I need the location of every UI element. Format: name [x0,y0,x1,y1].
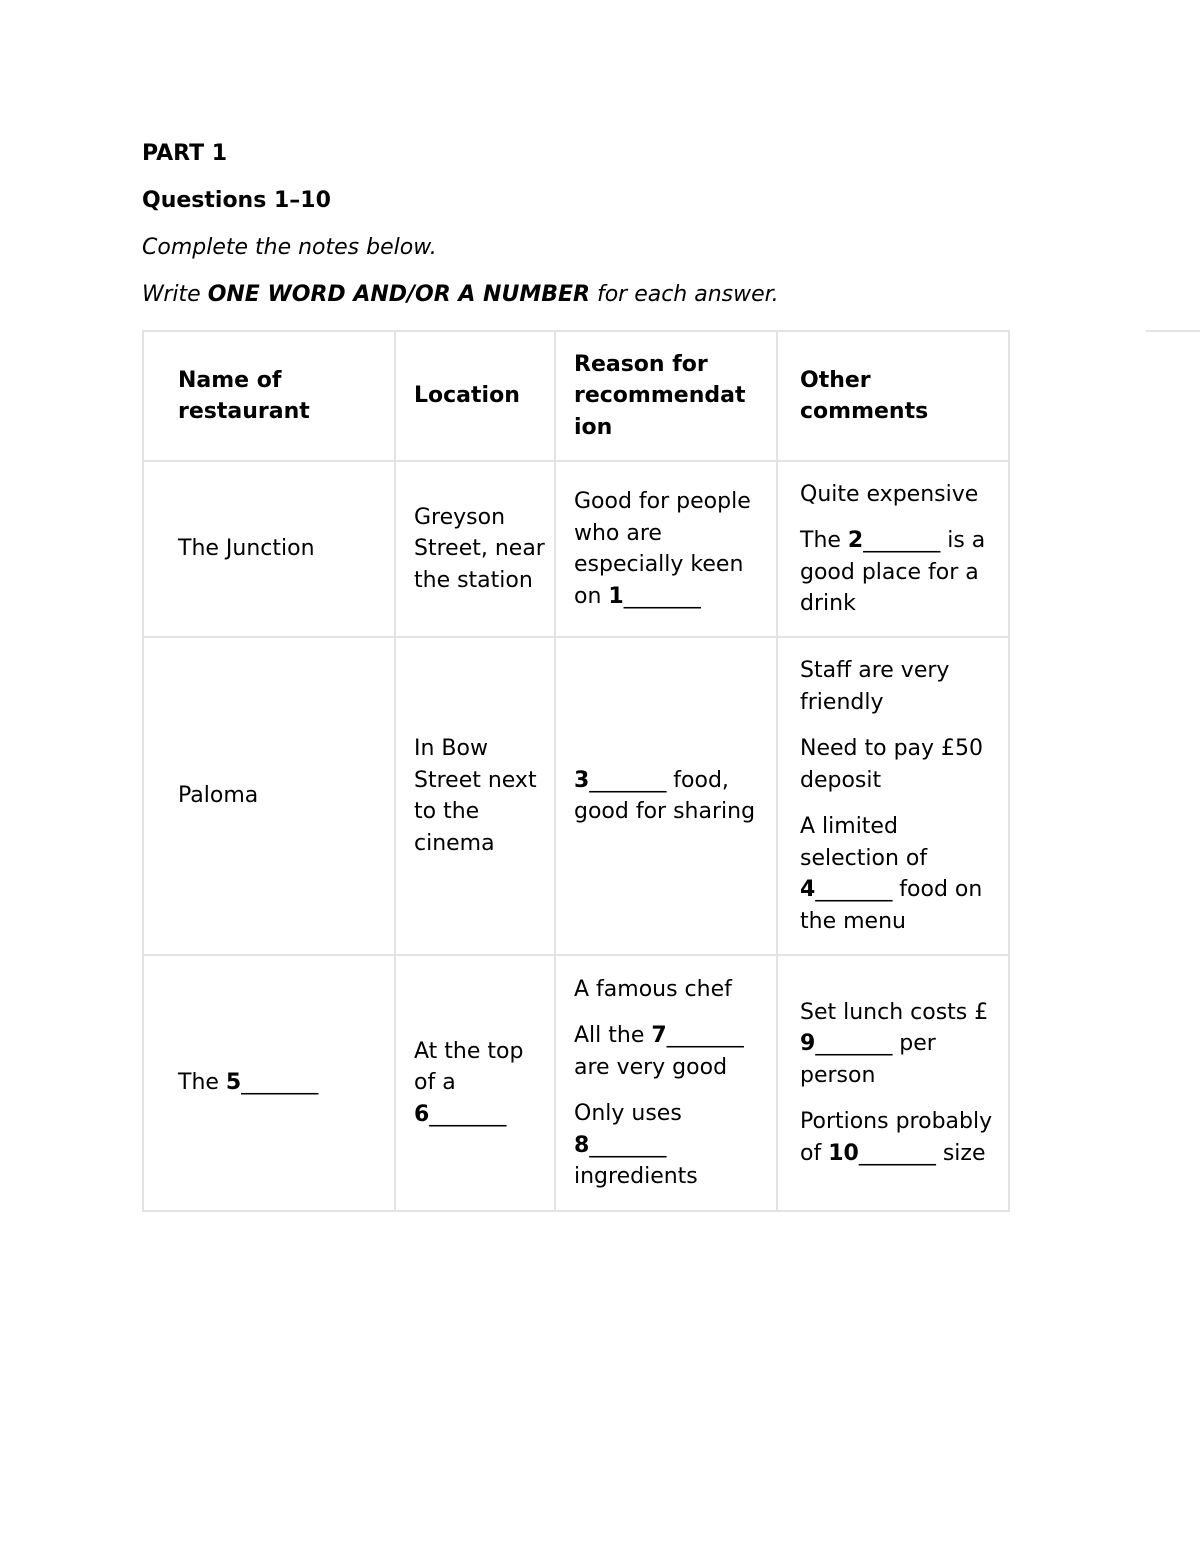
comment-expensive: Quite expensive [800,481,979,507]
question-number-4: 4 [800,877,816,902]
comment-portions-pre: Portions probably of [800,1109,993,1166]
table-row [143,637,1009,955]
reason-dishes [574,1020,770,1083]
cell-name [143,461,395,637]
instruction-word-limit-post: for each answer. [589,282,779,307]
comment-staff: Staff are very friendly [800,658,950,715]
comment-menu-post: food on the menu [800,877,983,934]
restaurant-location: In Bow Street next to the cinema [414,736,537,856]
cell-other [777,637,1009,955]
header-reason-line-3: ion [574,414,613,440]
cell-name [143,637,395,955]
reason-chef: A famous chef [574,976,732,1002]
location-pre: At the top of a [414,1038,524,1096]
question-number-6: 6 [414,1101,430,1127]
restaurant-reason [556,974,776,1193]
restaurant-name: Paloma [178,783,259,809]
question-number-1: 1 [608,583,624,609]
document-page [142,138,1192,1189]
cell-location [395,461,555,637]
comment-lunch-pre: Set lunch costs £ [800,999,989,1025]
questions-title: Questions 1–10 [142,188,331,213]
reason-ingredients [574,1098,770,1193]
header-reason-line-1: Reason for [574,351,708,377]
part-title: PART 1 [142,141,228,166]
answer-blank-6[interactable]: _______ [429,1101,507,1127]
restaurant-comments [778,655,1008,937]
table-row [143,461,1009,637]
cell-other [777,461,1009,637]
reason-text: Good for people who are especially keen on [574,489,751,609]
cell-other [777,955,1009,1211]
question-number-5: 5 [225,1070,242,1096]
comment-portions [800,1106,998,1169]
restaurant-location: Greyson Street, near the station [414,504,545,593]
reason-ingredients-post: ingredients [574,1164,698,1189]
header-name-label: Name of restaurant [178,367,310,424]
answer-blank-2[interactable]: _______ [863,528,941,553]
cell-location [395,955,555,1211]
restaurant-comments [778,997,1008,1170]
comment-lunch-cost [800,997,998,1092]
table-header-row [143,331,1009,461]
notes-table [142,330,1010,1212]
comment-drink [800,525,998,620]
question-number-7: 7 [651,1023,667,1048]
answer-blank-3[interactable]: _______ [589,767,667,793]
instruction-word-limit [142,279,1192,311]
instruction-complete-notes: Complete the notes below. [142,235,437,260]
answer-blank-9[interactable]: _______ [815,1031,893,1057]
header-cell-other [777,331,1009,461]
answer-blank-8[interactable]: _______ [589,1132,667,1158]
comment-menu-pre: A limited selection of [800,814,928,871]
cell-reason [555,955,777,1211]
restaurant-reason [556,765,776,828]
comment-portions-post: size [935,1140,986,1166]
answer-blank-5[interactable]: _______ [241,1070,319,1096]
question-number-2: 2 [847,528,864,553]
comment-drink-post: is a good place for a drink [800,528,986,616]
comment-deposit: Need to pay £50 deposit [800,736,984,793]
comment-lunch-post: per person [800,1031,936,1088]
header-row-border-extension [1146,330,1200,458]
answer-blank-4[interactable]: _______ [815,877,893,902]
restaurant-comments [778,479,1008,620]
cell-name [143,955,395,1211]
restaurant-name: The Junction [178,536,315,562]
header-location-label: Location [414,383,520,409]
reason-text: food, good for sharing [574,767,756,824]
question-number-3: 3 [574,767,590,793]
header-reason-label [556,349,776,444]
cell-reason [555,461,777,637]
comment-menu [800,811,998,937]
restaurant-location [396,1036,554,1131]
table-row [143,955,1009,1211]
reason-ingredients-pre: Only uses [574,1101,682,1126]
restaurant-name [144,1067,394,1099]
comment-drink-pre: The [800,528,848,553]
answer-blank-10[interactable]: _______ [858,1140,936,1166]
header-other-label: Other comments [800,367,929,424]
restaurant-reason [556,486,776,612]
cell-location [395,637,555,955]
question-number-8: 8 [574,1132,590,1158]
header-cell-name [143,331,395,461]
question-number-9: 9 [800,1031,816,1057]
question-number-10: 10 [828,1140,859,1166]
header-reason-line-2: recommendat [574,383,746,409]
header-cell-location [395,331,555,461]
reason-dishes-post: are very good [574,1054,728,1080]
restaurant-name-pre: The [178,1070,226,1096]
reason-dishes-pre: All the [574,1023,652,1048]
cell-reason [555,637,777,955]
answer-blank-7[interactable]: _______ [666,1023,744,1048]
instruction-word-limit-bold: ONE WORD AND/OR A NUMBER [207,282,590,307]
header-cell-reason [555,331,777,461]
instruction-word-limit-pre: Write [142,282,208,307]
answer-blank-1[interactable]: _______ [623,583,701,609]
